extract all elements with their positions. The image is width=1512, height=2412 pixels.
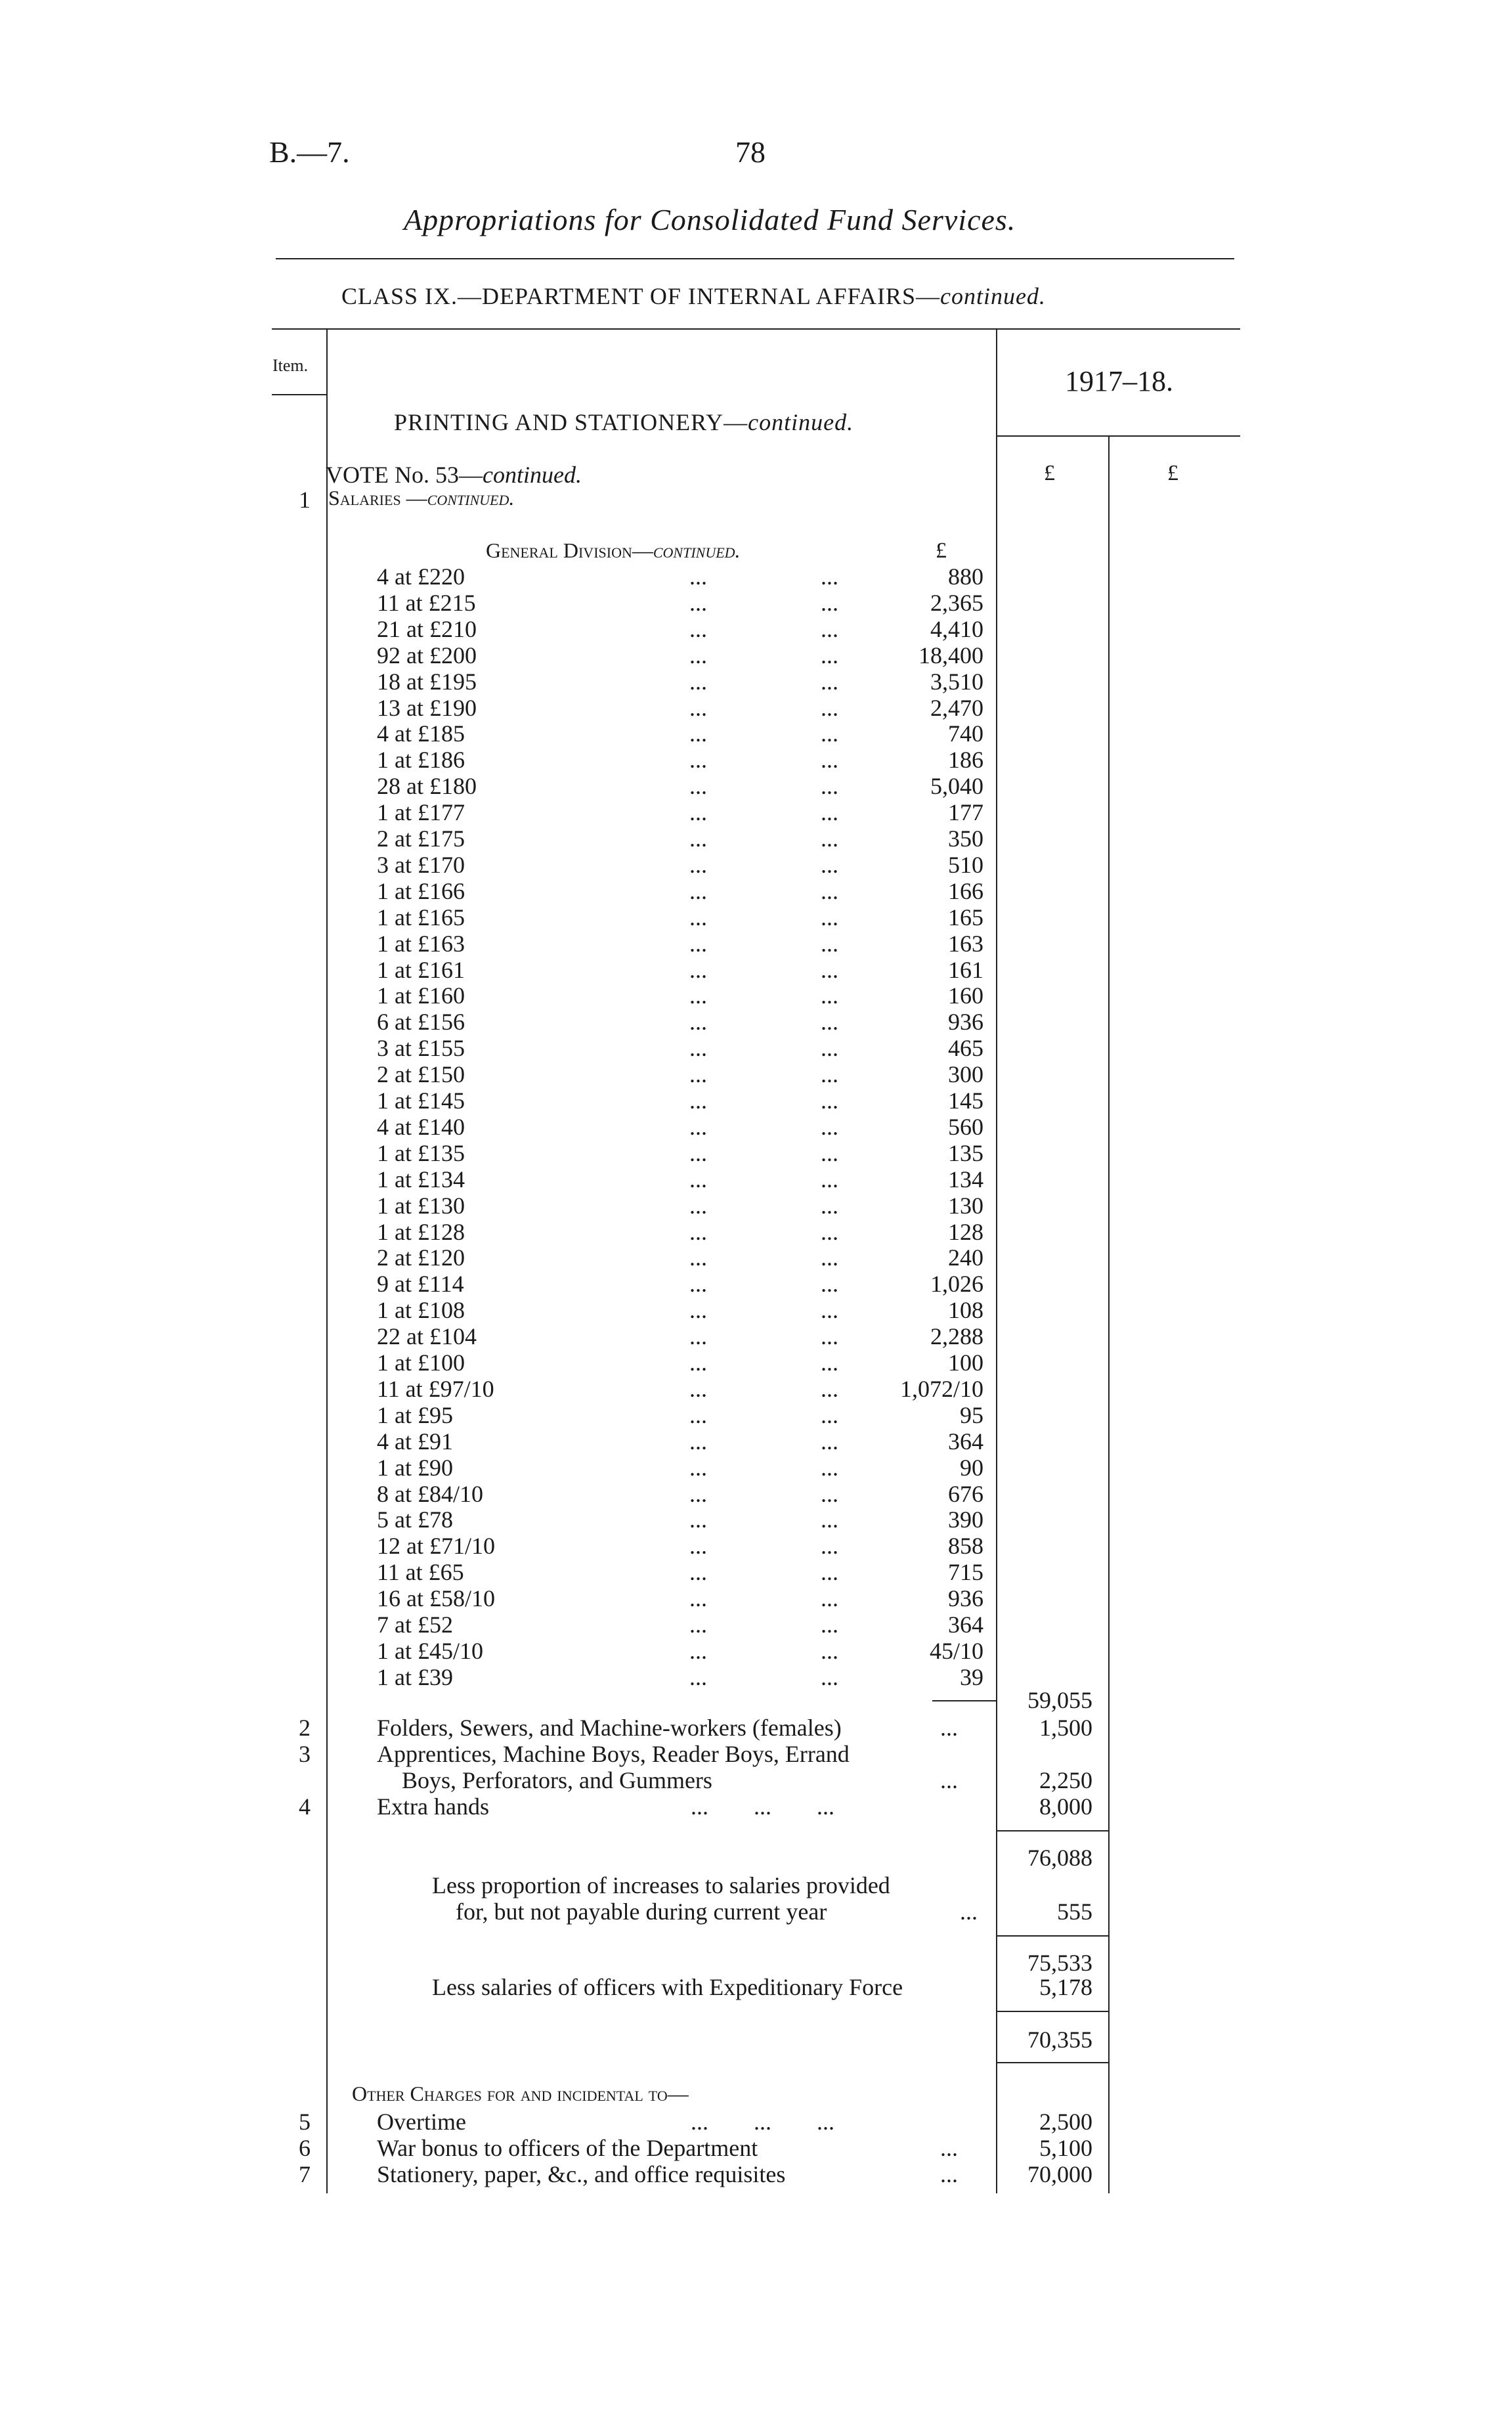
leader-dots: ... — [689, 720, 707, 747]
leader-dots: ... — [821, 1428, 838, 1455]
grade-amount: 45/10 — [929, 1637, 983, 1664]
title-rule — [276, 258, 1234, 259]
leader-dots: ... — [689, 1637, 707, 1664]
pound-column-rule — [1108, 437, 1110, 2193]
leader-dots: ... — [821, 1559, 838, 1586]
leader-dots: ... — [821, 1663, 838, 1690]
leader-dots: ... — [689, 1113, 707, 1140]
leader-dots: ... — [821, 1087, 838, 1114]
grade-rate: 1 at £128 — [377, 1218, 465, 1245]
leader-dots: ... — [689, 1244, 707, 1271]
leader-dots: ... — [689, 1087, 707, 1114]
other-charge-amount: 70,000 — [1027, 2161, 1092, 2187]
leader-dots: ... — [689, 1375, 707, 1402]
leader-dots: ... — [689, 1454, 707, 1481]
grade-rate: 4 at £220 — [377, 563, 465, 590]
grade-amount: 108 — [948, 1297, 983, 1324]
grade-rate: 28 at £180 — [377, 773, 477, 800]
other-charge-description: War bonus to officers of the Department — [377, 2135, 758, 2161]
table-top-rule — [272, 328, 1240, 330]
grade-rate: 1 at £95 — [377, 1401, 453, 1428]
leader-dots: ... — [689, 1663, 707, 1690]
item-number-4: 4 — [299, 1793, 311, 1820]
item-number-7: 7 — [299, 2161, 311, 2187]
leader-dots: ... — [821, 1139, 838, 1166]
net-total-rule-top — [996, 2011, 1108, 2012]
grade-amount: 18,400 — [918, 642, 983, 669]
grade-amount: 740 — [948, 720, 983, 747]
other-charge-description: Overtime — [377, 2109, 466, 2135]
grade-rate: 1 at £186 — [377, 747, 465, 774]
leader-dots: ... — [689, 1401, 707, 1428]
class-heading-continued: continued. — [940, 283, 1046, 309]
grade-amount: 858 — [948, 1533, 983, 1560]
grade-rate: 2 at £120 — [377, 1244, 465, 1271]
item-number-6: 6 — [299, 2135, 311, 2161]
leader-dots: ... — [689, 1323, 707, 1350]
leader-dots: ... — [821, 851, 838, 878]
leader-dots: ... — [689, 956, 707, 983]
leader-dots: ... — [689, 1428, 707, 1455]
leader-dots: ... — [821, 1271, 838, 1298]
subtotal-2: 75,533 — [1027, 1950, 1092, 1976]
leader-dots: ... — [821, 668, 838, 695]
grade-amount: 1,026 — [930, 1271, 983, 1298]
leader-dots: ... — [821, 563, 838, 590]
leader-dots: ... — [821, 1218, 838, 1245]
leader-dots: ... — [689, 694, 707, 721]
item2-dots: ... — [940, 1715, 958, 1741]
leader-dots: ... — [821, 1297, 838, 1324]
year-column-rule — [996, 328, 997, 2193]
grade-amount: 1,072/10 — [899, 1375, 983, 1402]
leader-dots: ... — [821, 1192, 838, 1219]
leader-dots: ... — [821, 642, 838, 669]
grade-rate: 1 at £177 — [377, 799, 465, 826]
other-charge-amount: 5,100 — [1039, 2135, 1092, 2161]
grade-rate: 92 at £200 — [377, 642, 477, 669]
leader-dots: ... — [689, 1061, 707, 1088]
general-division-text: General Division— — [486, 538, 653, 562]
leader-dots: ... — [821, 1009, 838, 1036]
leader-dots: ... — [689, 1297, 707, 1324]
grade-rate: 7 at £52 — [377, 1612, 453, 1638]
grade-rate: 6 at £156 — [377, 1009, 465, 1036]
grade-amount: 39 — [960, 1663, 983, 1690]
leader-dots: ... — [821, 1061, 838, 1088]
grade-amount: 163 — [948, 930, 983, 957]
grade-amount: 364 — [948, 1612, 983, 1638]
net-total-rule-bottom — [996, 2062, 1108, 2063]
leader-dots: ... — [821, 1244, 838, 1271]
section-title-text: PRINTING AND STATIONERY— — [394, 409, 748, 435]
grade-rate: 3 at £155 — [377, 1035, 465, 1062]
grade-amount: 134 — [948, 1166, 983, 1193]
general-division-heading — [486, 538, 741, 563]
item-column-rule — [326, 328, 328, 2193]
grade-rate: 1 at £165 — [377, 904, 465, 931]
leader-dots: ... — [821, 1113, 838, 1140]
grade-amount: 390 — [948, 1506, 983, 1533]
grade-rate: 2 at £175 — [377, 825, 465, 852]
grade-rate: 1 at £100 — [377, 1349, 465, 1376]
leader-dots: ... — [689, 1035, 707, 1062]
leader-dots: ... — [689, 982, 707, 1009]
leader-dots: ... — [689, 1559, 707, 1586]
grade-rate: 1 at £160 — [377, 982, 465, 1009]
leader-dots: ... — [821, 877, 838, 904]
leader-dots: ... — [689, 1585, 707, 1612]
item4-amount: 8,000 — [1039, 1793, 1092, 1820]
leader-dots: ... — [689, 930, 707, 957]
grade-amount: 165 — [948, 904, 983, 931]
leader-dots: ... — [689, 799, 707, 826]
subtotal2-rule — [996, 1935, 1108, 1937]
leader-dots: ... — [821, 956, 838, 983]
year-header: 1917–18. — [1065, 365, 1173, 397]
leader-dots: ... — [821, 1506, 838, 1533]
grade-amount: 300 — [948, 1061, 983, 1088]
grade-rate: 1 at £90 — [377, 1454, 453, 1481]
leader-dots: ... — [689, 642, 707, 669]
other-charge-amount: 2,500 — [1039, 2109, 1092, 2135]
grade-amount: 128 — [948, 1218, 983, 1245]
other-charge-dots: ... — [940, 2135, 958, 2161]
leader-dots: ... — [689, 1480, 707, 1507]
grade-rate: 1 at £130 — [377, 1192, 465, 1219]
grade-amount: 880 — [948, 563, 983, 590]
grade-amount: 166 — [948, 877, 983, 904]
grade-rate: 1 at £108 — [377, 1297, 465, 1324]
item2-amount: 1,500 — [1039, 1715, 1092, 1741]
subtotal1-rule — [996, 1830, 1108, 1831]
leader-dots: ... — [821, 720, 838, 747]
leader-dots: ... — [689, 1349, 707, 1376]
grade-rate: 18 at £195 — [377, 668, 477, 695]
grade-rate: 4 at £91 — [377, 1428, 453, 1455]
grade-rate: 9 at £114 — [377, 1271, 464, 1298]
leader-dots: ... — [821, 1035, 838, 1062]
document-reference: B.—7. — [269, 135, 350, 169]
grade-amount: 95 — [960, 1401, 983, 1428]
item2-description: Folders, Sewers, and Machine-workers (females) — [377, 1715, 842, 1741]
leader-dots: ... — [689, 1612, 707, 1638]
leader-dots: ... — [821, 1637, 838, 1664]
leader-dots: ... — [821, 1349, 838, 1376]
grade-amount: 4,410 — [930, 615, 983, 642]
leader-dots: ... — [689, 1009, 707, 1036]
item4-description: Extra hands — [377, 1793, 489, 1820]
salaries-heading — [328, 486, 514, 510]
leader-dots: ... — [689, 1506, 707, 1533]
grade-rate: 1 at £134 — [377, 1166, 465, 1193]
leader-dots: ... — [821, 1401, 838, 1428]
other-charge-dots: ... — [940, 2161, 958, 2187]
grade-rate: 4 at £185 — [377, 720, 465, 747]
leader-dots: ... — [689, 851, 707, 878]
grade-amount: 100 — [948, 1349, 983, 1376]
leader-dots: ... — [821, 982, 838, 1009]
grade-rate: 4 at £140 — [377, 1113, 465, 1140]
pound-symbol-col1: £ — [1044, 461, 1055, 485]
general-division-total: 59,055 — [1027, 1687, 1092, 1713]
leader-dots: ... — [689, 1139, 707, 1166]
item3-dots: ... — [940, 1767, 958, 1793]
leader-dots: ... — [689, 668, 707, 695]
leader-dots: ... — [821, 589, 838, 616]
leader-dots: ... — [689, 1218, 707, 1245]
leader-dots: ... — [689, 773, 707, 800]
grade-total-rule — [932, 1700, 997, 1701]
leader-dots: ... — [821, 1375, 838, 1402]
grade-amount: 186 — [948, 747, 983, 774]
salaries-heading-continued: continued. — [427, 486, 515, 510]
item4-dots: ... ... ... — [691, 1793, 834, 1820]
grade-amount: 177 — [948, 799, 983, 826]
leader-dots: ... — [821, 930, 838, 957]
leader-dots: ... — [821, 799, 838, 826]
class-heading-text: CLASS IX.—DEPARTMENT OF INTERNAL AFFAIRS— — [341, 283, 940, 309]
grade-amount: 145 — [948, 1087, 983, 1114]
item-column-header: Item. — [272, 356, 309, 375]
grade-amount: 160 — [948, 982, 983, 1009]
vote-heading-continued: continued. — [482, 462, 582, 488]
item3-amount: 2,250 — [1039, 1767, 1092, 1793]
subtotal-1: 76,088 — [1027, 1845, 1092, 1871]
grade-rate: 11 at £65 — [377, 1559, 464, 1586]
page-title: Appropriations for Consolidated Fund Services. — [404, 203, 1016, 236]
section-title — [394, 408, 853, 436]
grade-rate: 12 at £71/10 — [377, 1533, 495, 1560]
grade-rate: 1 at £163 — [377, 930, 465, 957]
grade-amount: 936 — [948, 1585, 983, 1612]
item-number-2: 2 — [299, 1715, 311, 1741]
less-increases-amount: 555 — [1057, 1898, 1092, 1925]
pound-symbol-col2: £ — [1167, 461, 1178, 485]
less-increases-dots: ... — [960, 1898, 978, 1925]
grade-amount: 2,470 — [930, 694, 983, 721]
grade-amount: 715 — [948, 1559, 983, 1586]
grade-amount: 135 — [948, 1139, 983, 1166]
class-heading — [341, 282, 1046, 310]
leader-dots: ... — [689, 1271, 707, 1298]
grade-rate: 16 at £58/10 — [377, 1585, 495, 1612]
other-charge-description: Stationery, paper, &c., and office requisites — [377, 2161, 786, 2187]
leader-dots: ... — [821, 615, 838, 642]
grade-amount: 161 — [948, 956, 983, 983]
year-header-rule — [996, 435, 1240, 437]
grade-rate: 21 at £210 — [377, 615, 477, 642]
grade-rate: 22 at £104 — [377, 1323, 477, 1350]
grade-rate: 1 at £39 — [377, 1663, 453, 1690]
grade-amount: 364 — [948, 1428, 983, 1455]
grade-rate: 13 at £190 — [377, 694, 477, 721]
item3-description-line2: Boys, Perforators, and Gummers — [402, 1767, 712, 1793]
leader-dots: ... — [689, 563, 707, 590]
grade-amount: 350 — [948, 825, 983, 852]
leader-dots: ... — [689, 615, 707, 642]
leader-dots: ... — [821, 904, 838, 931]
item-number-1: 1 — [299, 487, 311, 513]
leader-dots: ... — [821, 1323, 838, 1350]
vote-heading-text: VOTE No. 53— — [326, 462, 483, 488]
grade-amount: 2,288 — [930, 1323, 983, 1350]
grade-amount: 90 — [960, 1454, 983, 1481]
leader-dots: ... — [689, 747, 707, 774]
leader-dots: ... — [689, 1192, 707, 1219]
item-number-3: 3 — [299, 1741, 311, 1767]
leader-dots: ... — [821, 1454, 838, 1481]
grade-rate: 1 at £145 — [377, 1087, 465, 1114]
grade-rate: 1 at £166 — [377, 877, 465, 904]
grade-amount: 936 — [948, 1009, 983, 1036]
section-title-continued: continued. — [748, 409, 854, 435]
leader-dots: ... — [821, 773, 838, 800]
grade-rate: 1 at £135 — [377, 1139, 465, 1166]
grade-amount: 676 — [948, 1480, 983, 1507]
grade-amount: 130 — [948, 1192, 983, 1219]
grade-amount: 560 — [948, 1113, 983, 1140]
grade-rate: 5 at £78 — [377, 1506, 453, 1533]
grade-amount: 2,365 — [930, 589, 983, 616]
less-increases-line1: Less proportion of increases to salaries provided — [432, 1872, 890, 1898]
item3-description-line1: Apprentices, Machine Boys, Reader Boys, Errand — [377, 1741, 850, 1767]
grade-rate: 1 at £45/10 — [377, 1637, 483, 1664]
leader-dots: ... — [821, 694, 838, 721]
salaries-heading-text: Salaries — — [328, 486, 427, 510]
item-header-rule — [272, 394, 326, 395]
grade-amount: 3,510 — [930, 668, 983, 695]
other-charges-heading: Other Charges for and incidental to— — [352, 2082, 689, 2105]
less-increases-line2: for, but not payable during current year — [456, 1898, 827, 1925]
other-charge-dots: ... ... ... — [691, 2109, 834, 2135]
item-number-5: 5 — [299, 2109, 311, 2135]
leader-dots: ... — [689, 589, 707, 616]
grade-rate: 1 at £161 — [377, 956, 465, 983]
leader-dots: ... — [821, 1585, 838, 1612]
grade-amount: 465 — [948, 1035, 983, 1062]
grade-amount: 5,040 — [930, 773, 983, 800]
leader-dots: ... — [689, 904, 707, 931]
grade-amount: 240 — [948, 1244, 983, 1271]
leader-dots: ... — [821, 747, 838, 774]
grade-rate: 11 at £215 — [377, 589, 476, 616]
grade-rate: 2 at £150 — [377, 1061, 465, 1088]
leader-dots: ... — [821, 825, 838, 852]
grade-amount: 510 — [948, 851, 983, 878]
vote-heading — [326, 461, 582, 489]
less-expeditionary-amount: 5,178 — [1039, 1974, 1092, 2000]
grade-rate: 8 at £84/10 — [377, 1480, 483, 1507]
leader-dots: ... — [821, 1480, 838, 1507]
leader-dots: ... — [689, 877, 707, 904]
general-division-pound: £ — [936, 538, 947, 563]
less-expeditionary-text: Less salaries of officers with Expeditionary Force — [432, 1974, 903, 2000]
page-number: 78 — [735, 135, 766, 169]
leader-dots: ... — [689, 1166, 707, 1193]
leader-dots: ... — [821, 1166, 838, 1193]
net-total: 70,355 — [1027, 2027, 1092, 2053]
general-division-continued: continued. — [653, 538, 741, 562]
leader-dots: ... — [821, 1612, 838, 1638]
grade-rate: 11 at £97/10 — [377, 1375, 494, 1402]
leader-dots: ... — [821, 1533, 838, 1560]
leader-dots: ... — [689, 1533, 707, 1560]
grade-rate: 3 at £170 — [377, 851, 465, 878]
leader-dots: ... — [689, 825, 707, 852]
